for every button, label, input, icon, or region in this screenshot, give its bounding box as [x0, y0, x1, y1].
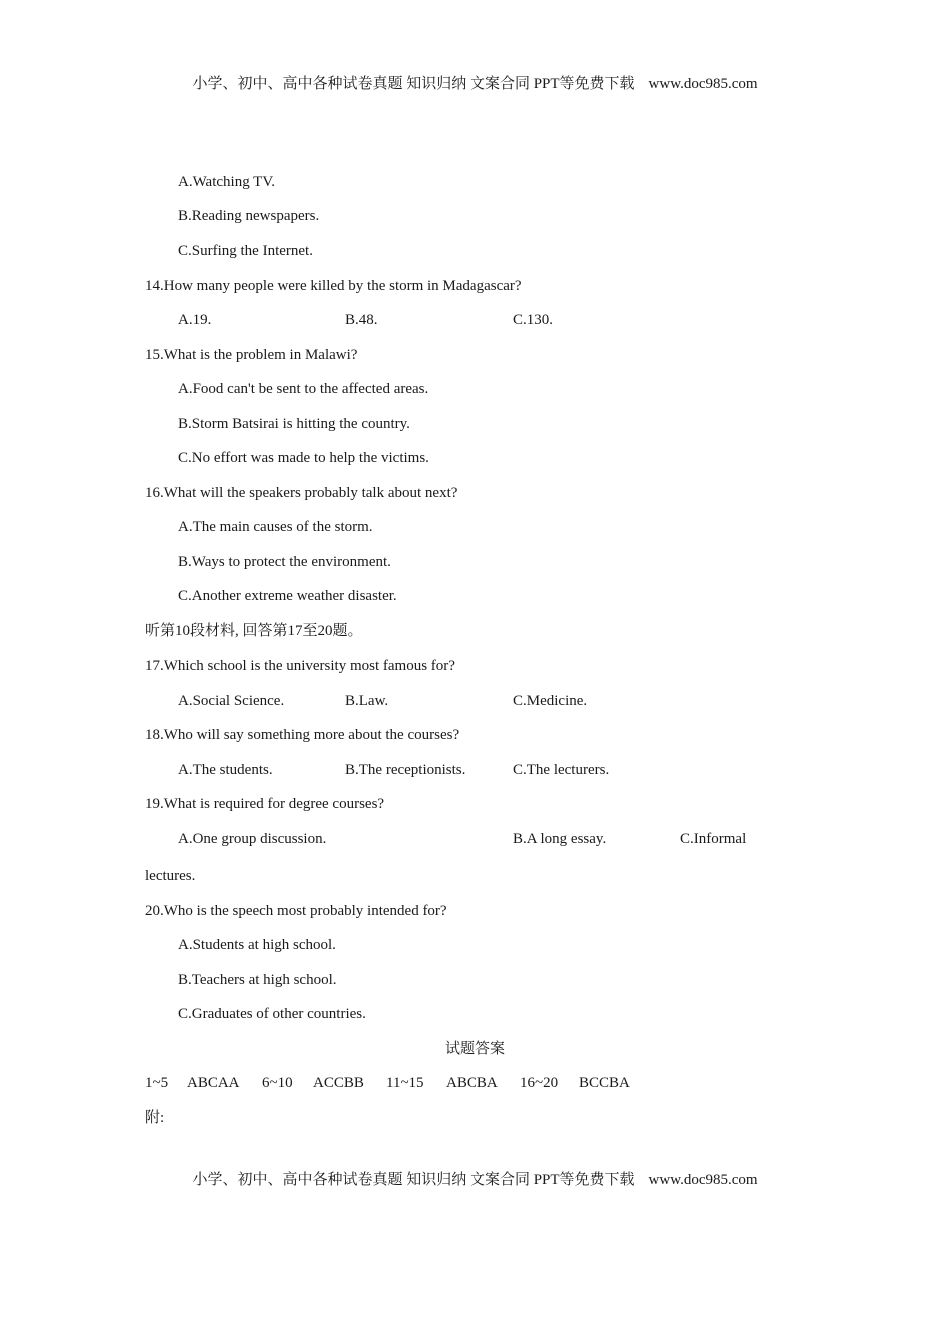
answer-letters-1: ABCAA: [187, 1075, 240, 1091]
q15-option-a: A.Food can't be sent to the affected areas.: [178, 381, 429, 397]
q18-options: [0, 759, 950, 781]
q18-question: 18.Who will say something more about the courses?: [145, 727, 460, 743]
q17-option-b: B.Law.: [345, 693, 389, 709]
footer-text: 小学、初中、高中各种试卷真题 知识归纳 文案合同 PPT等免费下载: [192, 1172, 635, 1188]
q14-option-c: C.130.: [513, 312, 554, 328]
q13-option-c: C.Surfing the Internet.: [178, 243, 313, 259]
q16-question: 16.What will the speakers probably talk about next?: [145, 485, 458, 501]
q17-question: 17.Which school is the university most famous for?: [145, 658, 455, 674]
answer-range-3: 11~15: [386, 1075, 424, 1091]
page-header: [0, 72, 950, 93]
q19-options: [0, 828, 950, 850]
q14-option-a: A.19.: [178, 312, 212, 328]
header-site: www.doc985.com: [648, 76, 758, 92]
q17-options: [0, 690, 950, 712]
q19-option-c-continuation: lectures.: [145, 868, 196, 884]
q19-option-b: B.A long essay.: [513, 831, 607, 847]
q20-question: 20.Who is the speech most probably intended for?: [145, 903, 447, 919]
q18-option-b: B.The receptionists.: [345, 762, 466, 778]
q20-option-c: C.Graduates of other countries.: [178, 1006, 366, 1022]
q18-option-c: C.The lecturers.: [513, 762, 610, 778]
answer-letters-3: ABCBA: [446, 1075, 498, 1091]
header-text: 小学、初中、高中各种试卷真题 知识归纳 文案合同 PPT等免费下载: [192, 76, 635, 92]
section-instruction: 听第10段材料, 回答第17至20题。: [145, 623, 363, 639]
q20-option-a: A.Students at high school.: [178, 937, 336, 953]
appendix-label: 附:: [145, 1110, 165, 1126]
q16-option-c: C.Another extreme weather disaster.: [178, 588, 397, 604]
footer-site: www.doc985.com: [648, 1172, 758, 1188]
answer-range-1: 1~5: [145, 1075, 169, 1091]
q14-options: [0, 309, 950, 331]
q18-option-a: A.The students.: [178, 762, 273, 778]
q20-option-b: B.Teachers at high school.: [178, 972, 337, 988]
q19-option-a: A.One group discussion.: [178, 831, 327, 847]
q14-question: 14.How many people were killed by the storm in Madagascar?: [145, 278, 522, 294]
q13-option-a: A.Watching TV.: [178, 174, 275, 190]
answer-range-4: 16~20: [520, 1075, 559, 1091]
answer-range-2: 6~10: [262, 1075, 293, 1091]
q15-option-b: B.Storm Batsirai is hitting the country.: [178, 416, 410, 432]
q16-option-a: A.The main causes of the storm.: [178, 519, 373, 535]
q15-question: 15.What is the problem in Malawi?: [145, 347, 358, 363]
answers-row: [0, 1072, 950, 1094]
q19-option-c: C.Informal: [680, 831, 747, 847]
q14-option-b: B.48.: [345, 312, 378, 328]
q19-question: 19.What is required for degree courses?: [145, 796, 385, 812]
q17-option-c: C.Medicine.: [513, 693, 588, 709]
answer-letters-4: BCCBA: [579, 1075, 630, 1091]
q17-option-a: A.Social Science.: [178, 693, 285, 709]
q16-option-b: B.Ways to protect the environment.: [178, 554, 391, 570]
q15-option-c: C.No effort was made to help the victims.: [178, 450, 429, 466]
answer-letters-2: ACCBB: [313, 1075, 364, 1091]
answers-title: 试题答案: [444, 1041, 505, 1057]
page-footer: [0, 1168, 950, 1189]
q13-option-b: B.Reading newspapers.: [178, 208, 320, 224]
